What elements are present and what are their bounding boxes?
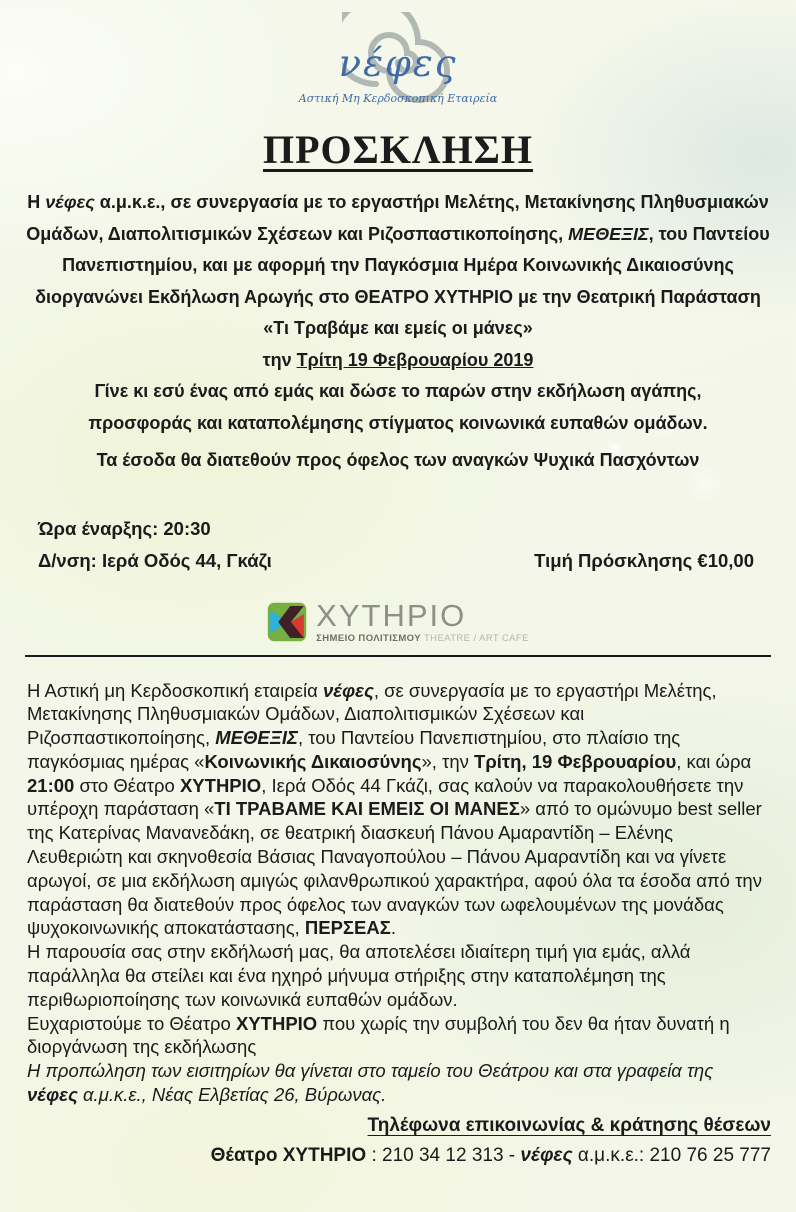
chytirio-logo	[0, 597, 796, 644]
venue-address: Δ/νση: Ιερά Οδός 44, Γκάζι	[38, 550, 272, 571]
chytirio-name: ΧΥΤΗΡΙΟ	[316, 597, 467, 633]
details-section	[38, 513, 758, 577]
colored-arrows-square-icon	[267, 602, 307, 642]
invitation-page	[0, 8, 796, 1171]
presale-note: Η προπώληση των εισιτηρίων θα γίνεται στο ταμείο του Θεάτρου και στα γραφεία της νέφες α.μ.κ.ε., Νέας Ελβετίας 26, Βύρωνας.	[27, 1060, 714, 1106]
nefes-logo-subtitle: Αστική Μη Κερδοσκοπική Εταιρεία	[298, 92, 498, 105]
body-section	[27, 679, 769, 1107]
play-title: «Τι Τραβάμε και εμείς οι μάνες»	[263, 318, 533, 338]
intro-paragraph-1: Η νέφες α.μ.κ.ε., σε συνεργασία με το εργαστήρι Μελέτης, Μετακίνησης Πληθυσμιακών Ομάδων, Διαπολιτισμικών Σχέσεων και Ριζοσπαστικοποίησης, ΜΕΘΕΞΙΣ, του Παντείου Πανεπιστημίου, και με αφορμή την Παγκόσμια Ημέρα Κοινωνικής Δικαιοσύνης	[26, 192, 770, 275]
chytirio-subtitle-light: THEATRE / ART CAFE	[423, 632, 529, 644]
ticket-price: Τιμή Πρόσκλησης €10,00	[534, 550, 754, 571]
chytirio-subtitle	[316, 633, 529, 644]
divider-line	[25, 655, 771, 657]
chytirio-subtitle-dark: ΣΗΜΕΙΟ ΠΟΛΙΤΙΣΜΟΥ	[316, 632, 421, 644]
chytirio-logo-text	[316, 597, 529, 644]
page-title: ΠΡΟΣΚΛΗΣΗ	[263, 127, 533, 172]
nefes-logo-name: νέφες	[338, 42, 458, 85]
body-paragraph-3: Ευχαριστούμε το Θέατρο ΧΥΤΗΡΙΟ που χωρίς την συμβολή του δεν θα ήταν δυνατή η διοργάνωση της εκδήλωσης	[27, 1012, 730, 1058]
event-date: την Τρίτη 19 Φεβρουαρίου 2019	[262, 349, 534, 370]
nefes-logo	[0, 8, 796, 114]
contact-phones: Θέατρο ΧΥΤΗΡΙΟ : 210 34 12 313 - νέφες α.μ.κ.ε.: 210 76 25 777	[210, 1144, 771, 1166]
intro-section	[26, 187, 770, 477]
footer-contacts	[25, 1111, 771, 1171]
intro-paragraph-5: Γίνε κι εσύ ένας από εμάς και δώσε το παρών στην εκδήλωση αγάπης, προσφοράς και καταπολέμησης στίγματος κοινωνικά ευπαθών ομάδων.	[88, 381, 708, 433]
intro-paragraph-2: διοργανώνει Εκδήλωση Αρωγής στο ΘΕΑΤΡΟ ΧΥΤΗΡΙΟ με την Θεατρική Παράσταση	[35, 286, 761, 307]
body-paragraph-1: Η Αστική μη Κερδοσκοπική εταιρεία νέφες, σε συνεργασία με το εργαστήρι Μελέτης, Μετακίνησης Πληθυσμιακών Ομάδων, Διαπολιτισμικών Σχέσεων και Ριζοσπαστικοποίησης, ΜΕΘΕΞΙΣ, του Παντείου Πανεπιστημίου, στο πλαίσιο της παγκόσμιας ημέρας «Κοινωνικής Δικαιοσύνης», την Τρίτη, 19 Φεβρουαρίου, και ώρα 21:00 στο Θέατρο ΧΥΤΗΡΙΟ, Ιερά Οδός 44 Γκάζι, σας καλούν να παρακολουθήσετε την υπέροχη παράσταση «ΤΙ ΤΡΑΒΑΜΕ ΚΑΙ ΕΜΕΙΣ ΟΙ ΜΑΝΕΣ» από το ομώνυμο best seller της Κατερίνας Μανανεδάκη, σε θεατρική διασκευή Πάνου Αμαραντίδη – Ελένης Λευθεριώτη και σκηνοθεσία Βάσιας Παναγοπούλου – Πάνου Αμαραντίδη και να γίνετε αρωγοί, σε μια εκδήλωση αμιγώς φιλανθρωπικού χαρακτήρα, αφού όλα τα έσοδα από την παράσταση θα διατεθούν προς όφελος των αναγκών των ωφελουμένων της μονάδας ψυχοκοινωνικής αποκατάστασης, ΠΕΡΣΕΑΣ.	[27, 679, 762, 939]
contact-heading: Τηλέφωνα επικοινωνίας & κράτησης θέσεων	[367, 1114, 771, 1136]
proceeds-note: Τα έσοδα θα διατεθούν προς όφελος των αναγκών Ψυχικά Πασχόντων	[96, 450, 700, 470]
body-paragraph-2: Η παρουσία σας στην εκδήλωσή μας, θα αποτελέσει ιδιαίτερη τιμή για εμάς, αλλά παράλληλα θα στείλει και ένα ηχηρό μήνυμα στήριξης στην καταπολέμηση της περιθωριοποίησης των κοινωνικά ευπαθών ομάδων.	[27, 941, 691, 1010]
address-price-row	[38, 545, 758, 577]
start-time: Ώρα έναρξης: 20:30	[38, 517, 211, 539]
